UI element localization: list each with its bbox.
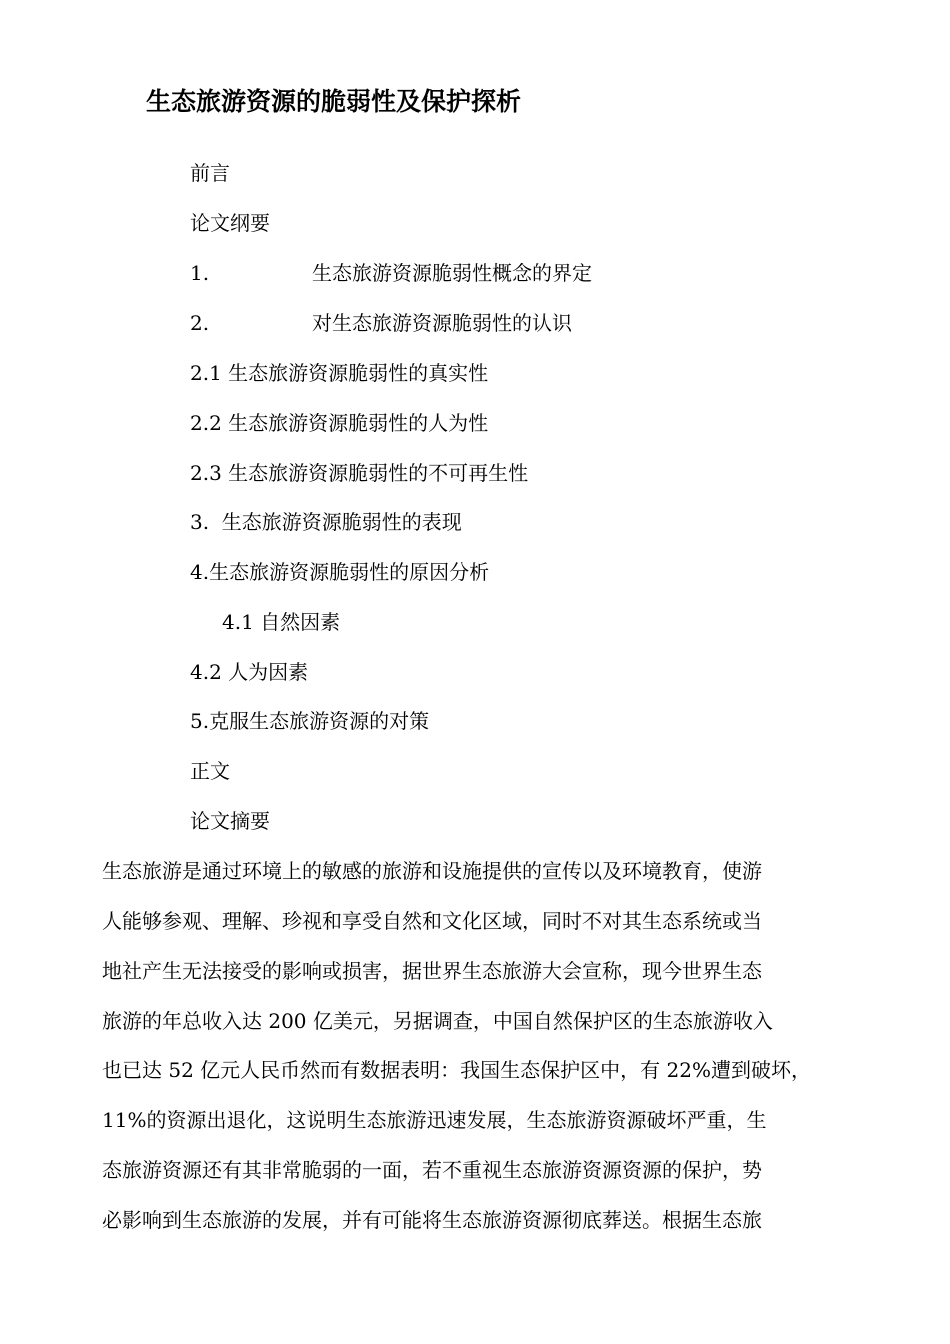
abstract-line: 人能够参观、理解、珍视和享受自然和文化区域，同时不对其生态系统或当 bbox=[102, 909, 762, 933]
abstract-line: 旅游的年总收入达 200 亿美元，另据调查，中国自然保护区的生态旅游收入 bbox=[102, 1009, 773, 1033]
outline-item-1 bbox=[190, 258, 592, 288]
outline-heading: 论文纲要 bbox=[190, 211, 270, 235]
outline-item-2-3: 2.3 生态旅游资源脆弱性的不可再生性 bbox=[190, 461, 529, 485]
outline-item-1-text: 生态旅游资源脆弱性概念的界定 bbox=[312, 261, 592, 285]
outline-item-2 bbox=[190, 308, 572, 338]
document-title: 生态旅游资源的脆弱性及保护探析 bbox=[146, 87, 522, 116]
outline-item-4: 4.生态旅游资源脆弱性的原因分析 bbox=[190, 560, 490, 584]
outline-item-1-number: 1. bbox=[190, 261, 210, 285]
abstract-line: 11%的资源出退化，这说明生态旅游迅速发展，生态旅游资源破坏严重，生 bbox=[102, 1108, 767, 1132]
abstract-line: 生态旅游是通过环境上的敏感的旅游和设施提供的宣传以及环境教育，使游 bbox=[102, 859, 762, 883]
preface-heading: 前言 bbox=[190, 161, 230, 185]
main-text-heading: 正文 bbox=[190, 759, 230, 783]
abstract-line: 态旅游资源还有其非常脆弱的一面，若不重视生态旅游资源资源的保护，势 bbox=[102, 1158, 762, 1182]
outline-item-2-1: 2.1 生态旅游资源脆弱性的真实性 bbox=[190, 361, 489, 385]
abstract-line: 地社产生无法接受的影响或损害，据世界生态旅游大会宣称，现今世界生态 bbox=[102, 959, 762, 983]
outline-item-2-2: 2.2 生态旅游资源脆弱性的人为性 bbox=[190, 411, 489, 435]
abstract-heading: 论文摘要 bbox=[190, 809, 270, 833]
abstract-line: 必影响到生态旅游的发展，并有可能将生态旅游资源彻底葬送。根据生态旅 bbox=[102, 1208, 762, 1232]
outline-item-2-number: 2. bbox=[190, 311, 210, 335]
outline-item-4-2: 4.2 人为因素 bbox=[190, 660, 309, 684]
abstract-line: 也已达 52 亿元人民币然而有数据表明：我国生态保护区中，有 22%遭到破坏， bbox=[102, 1058, 811, 1082]
outline-item-3: 3. 生态旅游资源脆弱性的表现 bbox=[190, 510, 462, 534]
outline-item-5: 5.克服生态旅游资源的对策 bbox=[190, 709, 430, 733]
outline-item-4-1: 4.1 自然因素 bbox=[222, 610, 341, 634]
outline-item-2-text: 对生态旅游资源脆弱性的认识 bbox=[312, 311, 572, 335]
